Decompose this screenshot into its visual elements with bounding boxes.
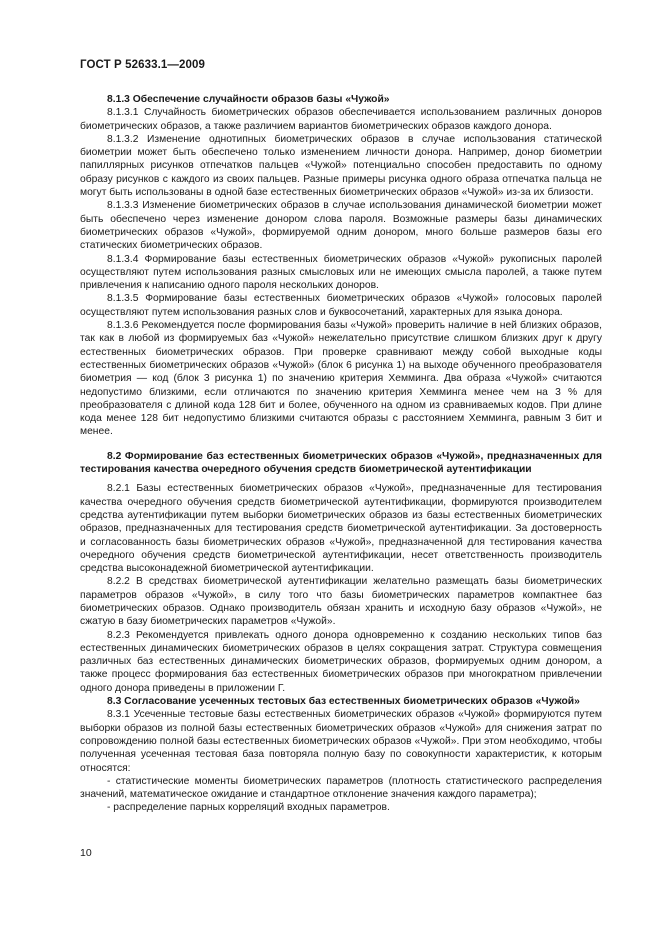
section-heading-8-1-3: 8.1.3 Обеспечение случайности образов базы «Чужой» bbox=[107, 94, 390, 105]
document-body bbox=[80, 93, 602, 815]
paragraph-8-2-3: 8.2.3 Рекомендуется привлекать одного донора одновременно к созданию нескольких типов баз естественных динамических биометрических образов в целях сокращения затрат. Структура совмещения различных баз естественных динамических биометрических образов, формируемых одним донором, а также процесс формирования баз естественных биометрических образов при многократном привлечении одного донора приведены в приложении Г. bbox=[80, 629, 602, 694]
paragraph-8-1-3-2: 8.1.3.2 Изменение однотипных биометрических образов в случае использования статической биометрии может быть обеспечено только изменением личности донора. Например, донор биометрии папиллярных рисунков отпечатков пальцев «Чужой» потенциально способен предоставить по одному образу рисунков с каждого из своих пальцев. Разные примеры рисунка одного образа отпечатка пальца не могут быть использованы в одной базе естественных биометрических образов «Чужой» из-за их близости. bbox=[80, 133, 602, 199]
paragraph-8-3-1: 8.3.1 Усеченные тестовые базы естественных биометрических образов «Чужой» формируются путем выборки образов из полной базы естественных биометрических образов «Чужой» для снижения затрат по сопровождению полной базы естественных биометрических образов «Чужой». При этом необходимо, чтобы полученная усеченная тестовая база повторяла полную базу по совокупности характеристик, к которым относятся: bbox=[80, 709, 602, 774]
section-heading-8-3: 8.3 Согласование усеченных тестовых баз естественных биометрических образов «Чужой» bbox=[107, 696, 580, 708]
paragraph-8-1-3-1: 8.1.3.1 Случайность биометрических образов обеспечивается использованием различных доноров биометрических образов, а также различием вариантов биометрических образов каждого донора. bbox=[80, 107, 602, 132]
paragraph-8-1-3-4: 8.1.3.4 Формирование базы естественных биометрических образов «Чужой» рукописных паролей осуществляют путем использования разных смысловых или не имеющих смысла паролей, а также путем привлечения к написанию одного пароля нескольких доноров. bbox=[80, 253, 602, 292]
document-code-header: ГОСТ Р 52633.1—2009 bbox=[80, 59, 205, 71]
paragraph-8-1-3-6: 8.1.3.6 Рекомендуется после формирования базы «Чужой» проверить наличие в ней близких образов, так как в любой из формируемых баз «Чужой» нежелательно присутствие слишком близких друг к другу естественных биометрических образов. При проверке сравнивают между собой выходные коды естественных биометрических образов «Чужой» (блок 6 рисунка 1) на выходе обученного преобразователя биометрия — код (блок 3 рисунка 1) по значению критерия Хемминга. Два образа «Чужой» считаются недопустимо близкими, если отличаются по значению критерия Хемминга менее чем на 3 % для преобразователя с длиной кода 128 бит и более, обученного на одном из сравниваемых кодов. При длине кода менее 128 бит недопустимо близкими считаются образы с расстоянием Хемминга, равным 3 бит и менее. bbox=[80, 320, 602, 438]
paragraph-8-1-3-5: 8.1.3.5 Формирование базы естественных биометрических образов «Чужой» голосовых паролей осуществляют путем использования разных слов и буквосочетаний, характерных для языка донора. bbox=[80, 293, 602, 318]
paragraph-8-1-3-3: 8.1.3.3 Изменение биометрических образов в случае использования динамической биометрии может быть обеспечено через изменение донором слова пароля. Возможные размеры базы динамических биометрических образов «Чужой», формируемой одним донором, много больше размеров базы его статических биометрических образов. bbox=[80, 200, 602, 252]
list-item-statistical-moments: - статистические моменты биометрических параметров (плотность статистического распределения значений, математическое ожидание и стандартное отклонение значения каждого параметра); bbox=[80, 775, 602, 801]
page-number: 10 bbox=[80, 847, 92, 859]
paragraph-8-2-1: 8.2.1 Базы естественных биометрических образов «Чужой», предназначенные для тестирования качества очередного обучения средств биометрической аутентификации, формируются производителем средства аутентификации путем выборки биометрических образов из базы естественных биометрических образов, предназначенных для тестирования средств биометрической аутентификации. За достоверность и согласованность базы биометрических образов «Чужой», предназначенной для тестирования качества очередного обучения средств биометрической аутентификации, несет ответственность производитель средства высоконадежной биометрической аутентификации. bbox=[80, 483, 602, 575]
section-heading-8-2: 8.2 Формирование баз естественных биометрических образов «Чужой», предназначенных для тестирования качества очередного обучения средств биометрической аутентификации bbox=[80, 450, 602, 476]
list-item-pair-correlations: - распределение парных корреляций входных параметров. bbox=[107, 802, 390, 814]
paragraph-8-2-2: 8.2.2 В средствах биометрической аутентификации желательно размещать базы биометрических параметров образов «Чужой», в силу того что базы биометрических параметров компактнее баз биометрических образов. Однако производитель обязан хранить и исходную базу образов «Чужой», не сжатую в базу биометрических параметров «Чужой». bbox=[80, 576, 602, 628]
